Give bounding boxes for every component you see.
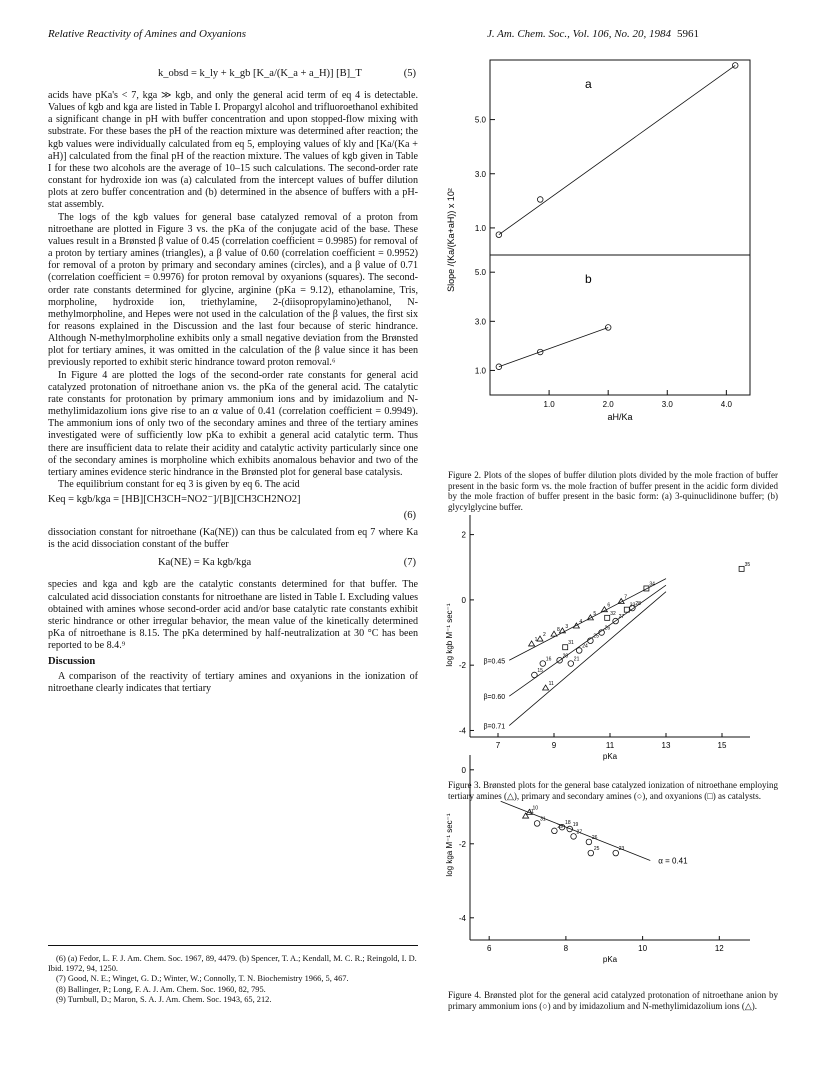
- fig3-data-point: [739, 566, 744, 571]
- fig2-fit-line: [499, 327, 608, 366]
- fig3-point-label: 3: [565, 623, 569, 630]
- fig3-point-label: 25: [593, 633, 599, 640]
- fig3-x-tick-label: 11: [605, 741, 615, 750]
- fig3-y-tick-label: -2: [458, 661, 466, 671]
- fig2-data-point: [732, 63, 738, 69]
- paragraph-1: acids have pKa's < 7, kga ≫ kgb, and only the general acid term of eq 4 is detectable. Values of kgb and kga are listed in Table I. Propargyl alcohol and trifluoroethanol exhibited a significant change in pH with buffer concentration and upon stopped-flow mixing with substrate. For these bases the pH of the reaction mixture was determined after reaction; the kgb values were individually calculated from eq 5, employing values of kly and [Ka/(Ka + aH)] calculated from the final pH of the reaction mixture. The values of kgb given in Table I for these two alcohols are the average of 10–15 such calculations. The second-order rate constant for hydroxide ion was (a) calculated from the intercept values of buffer dilution plots at zero buffer concentration and (b) determined in the absence of buffers with a pH-stat assembly.: [48, 90, 418, 211]
- fig4-point-label: 11: [528, 809, 534, 816]
- fig3-point-label: 28: [635, 601, 641, 608]
- fig3-x-axis-label: pKa: [602, 752, 618, 761]
- fig4-y-tick-label: 0: [461, 765, 466, 775]
- fig3-point-label: 32: [610, 610, 616, 617]
- fig2-fit-line: [499, 65, 735, 234]
- fig4-x-tick-label: 12: [714, 944, 724, 953]
- reference-6: (6) (a) Fedor, L. F. J. Am. Chem. Soc. 1967, 89, 4479. (b) Spencer, T. A.; Kendall, M. C. R.; Reingold, I. D. Ibid. 1972, 94, 1250.: [48, 954, 417, 974]
- fig2-data-point: [537, 197, 543, 203]
- figure-2-chart: [440, 50, 780, 450]
- fig4-data-point: [613, 850, 619, 856]
- fig3-data-point: [540, 661, 546, 667]
- fig4-point-label: 10: [532, 805, 539, 812]
- fig3-y-tick-label: 0: [461, 595, 466, 605]
- fig3-point-label: 27: [618, 614, 625, 621]
- fig2-y-axis-label: Slope /(Ka/(Ka+aH)) x 10²: [446, 188, 456, 292]
- fig3-data-point: [532, 672, 538, 678]
- fig4-point-label: 29: [557, 823, 563, 830]
- figure-3-chart: [440, 505, 780, 761]
- fig3-y-tick-label: 2: [461, 530, 466, 540]
- paragraph-3: In Figure 4 are plotted the logs of the second-order rate constants for general acid catalyzed protonation of nitroethane anion vs. the pKa of the general acid. The catalytic rate constants for protonation by primary ammonium ions and by imidazolium and N-methylimidazolium ions give rise to an α value of 0.41 (correlation coefficient = 0.9949). The ammonium ions of only two of the secondary amines and three of the tertiary amines investigated were of sufficiently low pKa to exhibit a general acid catalytic term. Thus there are insufficient data to relate their acidity and catalytic activity particularly since one of the secondary amines is morpholine which exhibits anomalous behavior and two of the tertiary amines evidence steric hindrance in the Brønsted plot for general base catalysis.: [48, 369, 418, 478]
- fig2-panel-label: a: [585, 77, 592, 91]
- equation-5: [48, 65, 418, 87]
- fig3-line-label: β=0.71: [483, 723, 506, 731]
- fig3-point-label: 34: [649, 581, 655, 588]
- fig2-y-tick-label: 3.0: [474, 317, 486, 327]
- fig4-point-label: 25: [593, 846, 600, 853]
- fig3-point-label: 15: [537, 667, 543, 674]
- fig4-point-label: 18: [565, 820, 571, 827]
- fig3-point-label: 7: [624, 594, 627, 601]
- fig3-point-label: 11: [548, 681, 554, 688]
- fig4-alpha-annotation: α = 0.41: [658, 856, 688, 866]
- fig3-x-tick-label: 13: [661, 741, 671, 750]
- fig4-x-tick-label: 10: [638, 944, 648, 953]
- running-head-right: [487, 28, 699, 40]
- fig3-point-label: 2: [543, 632, 546, 639]
- fig2-y-tick-label: 5.0: [474, 115, 486, 125]
- equation-6: [48, 494, 418, 524]
- equation-6-number: (6): [403, 510, 416, 522]
- paragraph-5: dissociation constant for nitroethane (Ka(NE)) can thus be calculated from eq 7 where Ka is the acid dissociation constant of the buffer: [48, 527, 418, 551]
- page-number: 5961: [677, 28, 700, 40]
- discussion-heading: Discussion: [48, 656, 96, 668]
- paragraph-4: The equilibrium constant for eq 3 is given by eq 6. The acid: [58, 479, 300, 490]
- fig4-x-tick-label: 6: [486, 944, 492, 953]
- reference-7: (7) Good, N. E.; Winget, G. D.; Winter, W.; Connolly, T. N. Biochemistry 1966, 5, 467.: [56, 974, 349, 984]
- fig3-data-point: [576, 648, 582, 654]
- equation-7: [48, 554, 418, 576]
- fig4-point-label: 31: [540, 816, 546, 823]
- figure-3-caption: Figure 3. Brønsted plots for the general base catalyzed ionization of nitroethane employing tertiary amines (△), primary and secondary amines (○), and oxyanions (□) as catalysts.: [448, 780, 778, 801]
- fig2-x-tick-label: 2.0: [602, 400, 614, 409]
- fig3-point-label: 20: [562, 653, 569, 660]
- fig4-y-tick-label: -2: [458, 839, 466, 849]
- fig4-point-label: 23: [618, 846, 625, 853]
- fig3-point-label: 16: [545, 656, 552, 663]
- equation-5-number: (5): [403, 68, 416, 79]
- fig2-y-tick-label: 5.0: [474, 268, 486, 278]
- fig3-point-label: 31: [568, 640, 574, 647]
- fig4-y-tick-label: -4: [458, 913, 466, 923]
- references: [48, 945, 418, 1005]
- fig3-point-label: 21: [573, 656, 580, 663]
- fig2-y-tick-label: 3.0: [474, 169, 486, 179]
- fig3-y-tick-label: -4: [458, 726, 466, 736]
- fig4-x-tick-label: 8: [563, 944, 569, 953]
- fig3-line-label: β=0.45: [483, 658, 506, 666]
- fig2-y-tick-label: 1.0: [474, 223, 486, 233]
- fig4-data-point: [586, 839, 592, 845]
- fig3-x-tick-label: 15: [717, 741, 727, 750]
- fig4-point-label: 19: [572, 822, 579, 828]
- fig3-point-label: 24: [582, 643, 588, 650]
- paragraph-6: species and kga and kgb are the catalytic constants determined for that buffer. The calculated acid dissociation constants for nitroethane are listed in Table I. Excluding values obtained with amines whose second-order acid and/or base catalytic rate constants exhibit steric hindrance or other irregular behavior, the mean value of the kinetically determined pKa of nitroethane is 8.15. The pKa determined by half-neutralization at 30 °C has been reported to be 8.4.⁹: [48, 579, 418, 652]
- fig2-x-axis-label: aH/Ka: [607, 412, 633, 422]
- equation-7-number: (7): [403, 557, 416, 569]
- fig3-fit-line: [509, 592, 666, 726]
- fig3-point-label: 5: [593, 610, 597, 617]
- fig3-x-tick-label: 7: [495, 741, 501, 750]
- fig3-point-label: 4: [579, 619, 583, 625]
- journal-citation: J. Am. Chem. Soc., Vol. 106, No. 20, 1984: [487, 28, 672, 40]
- running-head-left: Relative Reactivity of Amines and Oxyanions: [48, 28, 247, 40]
- fig4-point-label: 27: [576, 829, 583, 836]
- fig2-panel-label: b: [585, 272, 592, 286]
- fig3-point-label: 1: [534, 636, 538, 643]
- equation-7-text: Ka(NE) = Ka kgb/kga: [158, 557, 252, 569]
- fig4-fit-line: [501, 801, 651, 860]
- fig2-frame: [490, 60, 750, 395]
- fig4-point-label: 26: [591, 834, 598, 841]
- discussion-paragraph: A comparison of the reactivity of tertiary amines and oxyanions in the ionization of nitroethane clearly indicates that tertiary: [48, 670, 418, 694]
- fig2-x-tick-label: 4.0: [720, 400, 732, 409]
- fig4-y-axis-label: log kga M⁻¹ sec⁻¹: [445, 813, 454, 877]
- fig3-data-point: [568, 661, 574, 667]
- left-column: [48, 62, 418, 695]
- fig3-line-label: β=0.60: [483, 694, 506, 702]
- fig3-point-label: 6: [607, 602, 611, 609]
- fig3-y-axis-label: log kgb M⁻¹ sec⁻¹: [445, 603, 454, 667]
- fig4-x-axis-label: pKa: [602, 955, 618, 964]
- fig3-data-point: [605, 615, 610, 620]
- fig4-data-point: [571, 834, 577, 840]
- equation-5-text: k_obsd = k_ly + k_gb [K_a/(K_a + a_H)] [B]_T: [158, 68, 362, 79]
- fig4-data-point: [552, 828, 558, 834]
- fig3-point-label: 8: [557, 627, 560, 634]
- fig3-x-tick-label: 9: [551, 741, 557, 750]
- figure-4-caption: Figure 4. Brønsted plot for the general acid catalyzed protonation of nitroethane anion by primary ammonium ions (○) and by imidazolium and N-methylimidazolium ions (△).: [448, 990, 778, 1011]
- fig3-data-point: [563, 645, 568, 650]
- fig2-x-tick-label: 3.0: [661, 400, 673, 409]
- fig3-point-label: 33: [629, 602, 636, 609]
- reference-9: (9) Turnbull, D.; Maron, S. A. J. Am. Chem. Soc. 1943, 65, 212.: [56, 994, 272, 1004]
- paragraph-2: The logs of the kgb values for general base catalyzed removal of a proton from nitroethane are plotted in Figure 3 vs. the pKa of the conjugate acid of the base. These values result in a Brønsted β value of 0.45 (correlation coefficient = 0.9985) for removal of a proton by tertiary amines (triangles), a β value of 0.60 (correlation coefficient = 0.9952) for removal of a proton by primary and secondary amines (circles), and a β value of 0.71 (correlation coefficient = 0.9976) for proton removal by oxyanions (squares). The second-order rate constants determined for glycine, arginine (pKa = 9.12), ethanolamine, Tris, morpholine, hydroxide ion, triethylamine, 2-(diisopropylamino)ethanol, N-methylmorpholine, and Hepes were not used in the calculation of the β values, the first six for reasons explained in the Discussion and the last four because of steric hindrance. Although N-methylmorpholine exhibits only a small negative deviation from the Brønsted plot for tertiary amines, it was omitted in the calculation of the β value since it has been previously reported to exhibit steric hindrance toward proton removal.⁶: [48, 211, 418, 369]
- reference-8: (8) Ballinger, P.; Long, F. A. J. Am. Chem. Soc. 1960, 82, 795.: [56, 984, 266, 994]
- fig4-data-point: [534, 821, 540, 827]
- figure-2-caption: Figure 2. Plots of the slopes of buffer dilution plots divided by the mole fraction of buffer present in the basic form vs. the mole fraction of buffer present in the acidic form divided by the mole fraction of buffer present in the basic form: (a) 3-quinuclidinone buffer; (b) glycylglycine buffer.: [448, 470, 778, 513]
- fig2-y-tick-label: 1.0: [474, 366, 486, 376]
- figure-4-chart: [440, 745, 780, 970]
- fig2-x-tick-label: 1.0: [543, 400, 555, 409]
- fig3-point-label: 26: [604, 625, 611, 632]
- fig3-point-label: 35: [744, 561, 751, 568]
- fig4-data-point: [588, 850, 594, 856]
- equation-6-text: Keq = kgb/kga = [HB][CH3CH=NO2⁻]/[B][CH3CH2NO2]: [48, 494, 301, 506]
